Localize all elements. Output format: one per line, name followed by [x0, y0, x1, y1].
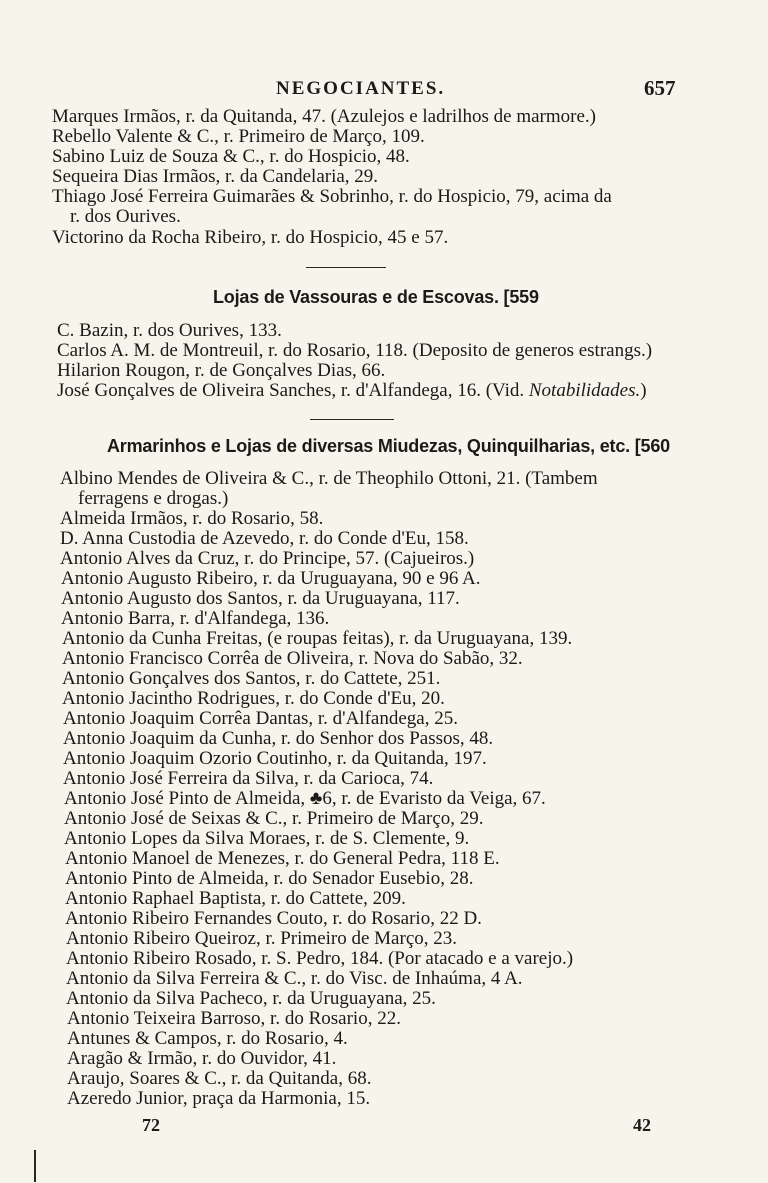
signature-mark: 72 [142, 1115, 160, 1135]
list-item: Hilarion Rougon, r. de Gonçalves Dias, 66. [57, 360, 386, 381]
list-item: Antonio Pinto de Almeida, r. do Senador Eusebio, 28. [65, 868, 474, 889]
list-item: Antonio Joaquim Ozorio Coutinho, r. da Quitanda, 197. [63, 748, 487, 769]
list-item: Albino Mendes de Oliveira & C., r. de Theophilo Ottoni, 21. (Tambem [60, 468, 598, 489]
entry-reference-italic: Notabilidades. [528, 380, 641, 401]
section-divider [310, 419, 394, 420]
list-item: Antunes & Campos, r. do Rosario, 4. [67, 1028, 348, 1049]
list-item: Sabino Luiz de Souza & C., r. do Hospicio, 48. [52, 146, 410, 167]
list-item: Antonio José Ferreira da Silva, r. da Carioca, 74. [63, 768, 434, 789]
list-item: Sequeira Dias Irmãos, r. da Candelaria, 29. [52, 166, 379, 187]
list-item-continuation: r. dos Ourives. [70, 206, 181, 227]
list-item: Antonio Jacintho Rodrigues, r. do Conde d'Eu, 20. [62, 688, 445, 709]
list-item: Antonio Joaquim Corrêa Dantas, r. d'Alfandega, 25. [63, 708, 458, 729]
list-item: Antonio Alves da Cruz, r. do Principe, 57. (Cajueiros.) [60, 548, 475, 569]
list-item: Aragão & Irmão, r. do Ouvidor, 41. [67, 1048, 337, 1069]
section-heading: Lojas de Vassouras e de Escovas. [559 [213, 287, 539, 307]
page-header [0, 78, 768, 104]
entry-close-paren: ) [640, 380, 647, 401]
list-item-continuation: ferragens e drogas.) [78, 488, 229, 509]
list-item: Araujo, Soares & C., r. da Quitanda, 68. [67, 1068, 372, 1089]
entry-text: José Gonçalves de Oliveira Sanches, r. d'Alfandega, 16. (Vid. [57, 380, 529, 401]
list-item: Antonio Francisco Corrêa de Oliveira, r. Nova do Sabão, 32. [62, 648, 523, 669]
list-item: Antonio Ribeiro Queiroz, r. Primeiro de Março, 23. [66, 928, 458, 949]
sheet-number: 42 [633, 1115, 651, 1135]
list-item: Antonio da Silva Pacheco, r. da Uruguayana, 25. [66, 988, 436, 1009]
list-item: Almeida Irmãos, r. do Rosario, 58. [60, 508, 324, 529]
list-item: Antonio Augusto dos Santos, r. da Uruguayana, 117. [61, 588, 460, 609]
list-item: Antonio Ribeiro Fernandes Couto, r. do Rosario, 22 D. [65, 908, 482, 929]
list-item: Antonio Joaquim da Cunha, r. do Senhor dos Passos, 48. [63, 728, 494, 749]
list-item: Antonio José de Seixas & C., r. Primeiro de Março, 29. [64, 808, 484, 829]
list-item: Antonio Augusto Ribeiro, r. da Uruguayana, 90 e 96 A. [61, 568, 481, 589]
list-item: Antonio Ribeiro Rosado, r. S. Pedro, 184. (Por atacado e a varejo.) [66, 948, 574, 969]
list-item: Antonio Gonçalves dos Santos, r. do Cattete, 251. [62, 668, 441, 689]
list-item: Victorino da Rocha Ribeiro, r. do Hospicio, 45 e 57. [52, 227, 449, 248]
section-divider [306, 267, 386, 268]
list-item [57, 380, 647, 402]
list-item: Antonio José Pinto de Almeida, ♣6, r. de Evaristo da Veiga, 67. [64, 788, 546, 809]
list-item: Antonio Teixeira Barroso, r. do Rosario, 22. [67, 1008, 401, 1029]
list-item: Marques Irmãos, r. da Quitanda, 47. (Azulejos e ladrilhos de marmore.) [52, 106, 596, 127]
list-item: Antonio Raphael Baptista, r. do Cattete, 209. [65, 888, 406, 909]
list-item: Antonio da Cunha Freitas, (e roupas feitas), r. da Uruguayana, 139. [62, 628, 573, 649]
list-item: Thiago José Ferreira Guimarães & Sobrinho, r. do Hospicio, 79, acima da [52, 186, 612, 207]
list-item: Azeredo Junior, praça da Harmonia, 15. [67, 1088, 371, 1109]
list-item: D. Anna Custodia de Azevedo, r. do Conde d'Eu, 158. [60, 528, 469, 549]
section-heading: Armarinhos e Lojas de diversas Miudezas, Quinquilharias, etc. [560 [107, 436, 670, 456]
list-item: Carlos A. M. de Montreuil, r. do Rosario, 118. (Deposito de generos estrangs.) [57, 340, 653, 361]
margin-line [34, 1150, 36, 1182]
list-item: Antonio Manoel de Menezes, r. do General Pedra, 118 E. [65, 848, 500, 869]
list-item: Rebello Valente & C., r. Primeiro de Março, 109. [52, 126, 425, 147]
list-item: C. Bazin, r. dos Ourives, 133. [57, 320, 282, 341]
page-number: 657 [644, 76, 676, 100]
running-title: NEGOCIANTES. [276, 78, 446, 99]
list-item: Antonio Barra, r. d'Alfandega, 136. [61, 608, 330, 629]
list-item: Antonio Lopes da Silva Moraes, r. de S. Clemente, 9. [64, 828, 470, 849]
list-item: Antonio da Silva Ferreira & C., r. do Visc. de Inhaúma, 4 A. [66, 968, 523, 989]
